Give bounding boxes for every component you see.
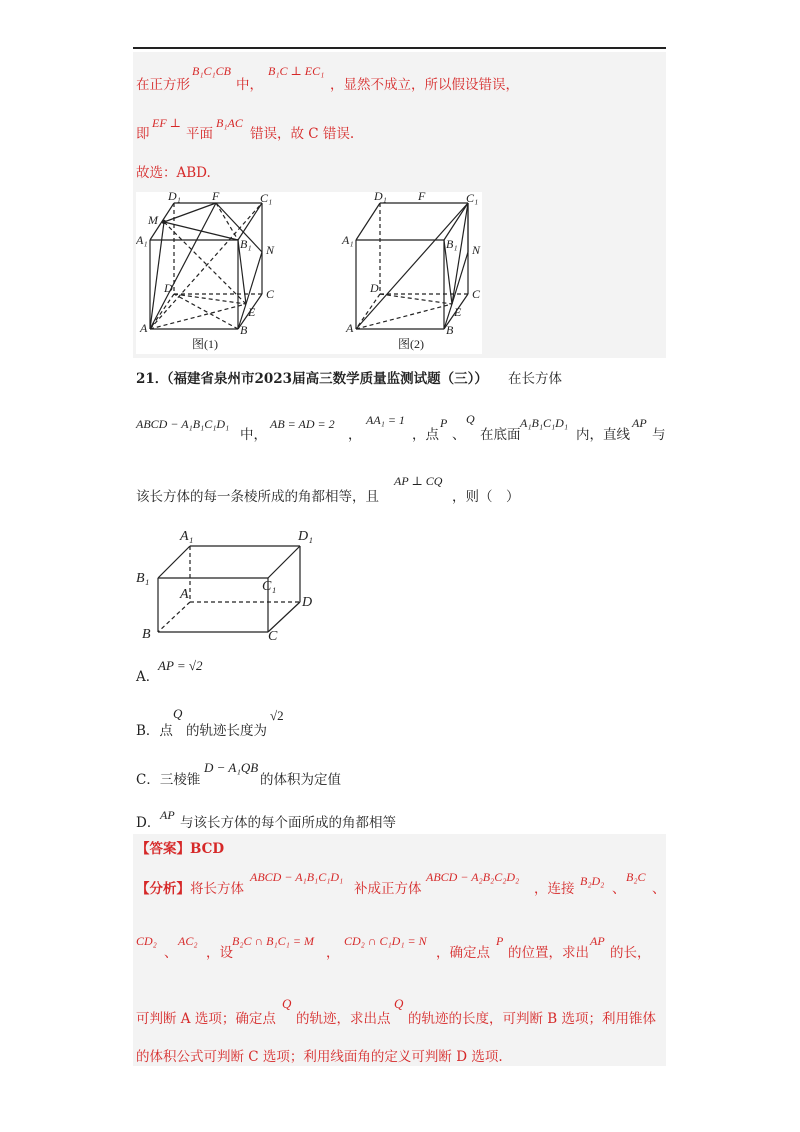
analysis-text: 补成正方体: [354, 881, 422, 897]
box-figure: [132, 526, 332, 646]
q-text: 、: [452, 427, 466, 443]
q-math: AP ⊥ CQ: [394, 474, 443, 488]
analysis-math: Q: [394, 996, 404, 1011]
prev-text: 错误，故 C 错误.: [250, 126, 355, 142]
q-text: 内，直线: [576, 427, 630, 443]
analysis-text: 的位置，求出: [508, 945, 589, 961]
q-text: 中，: [240, 427, 267, 443]
analysis-math: CD₂: [136, 934, 157, 948]
svg-text:A₁: A₁: [180, 529, 194, 544]
question-source: （福建省泉州市2023届高三数学质量监测试题（三））: [160, 371, 488, 387]
svg-text:D: D: [370, 281, 379, 295]
svg-text:C₁: C₁: [466, 192, 479, 205]
analysis-math: ABCD − A₂B₂C₂D₂: [426, 870, 520, 884]
q-math: AA₁ = 1: [366, 413, 405, 427]
q-math: A₁B₁C₁D₁: [520, 416, 569, 430]
prev-text: 中，: [236, 77, 263, 93]
fig2-caption: 图(2): [398, 337, 424, 351]
analysis-math: B₂C ∩ B₁C₁ = M: [232, 934, 314, 948]
svg-text:D₁: D₁: [298, 529, 313, 544]
svg-text:A: A: [140, 321, 148, 335]
svg-text:B: B: [142, 627, 151, 642]
svg-text:A: A: [346, 321, 354, 335]
svg-text:B₁: B₁: [240, 237, 252, 251]
svg-text:C₁: C₁: [260, 192, 273, 205]
q-text: ，: [348, 427, 362, 443]
q-text: 与: [652, 427, 666, 443]
analysis-text: 、: [164, 945, 178, 961]
option-a-math: AP = √2: [158, 658, 203, 673]
option-b-math: Q: [173, 706, 183, 721]
header-rule: [133, 47, 666, 49]
question-text: 在长方体: [508, 371, 562, 387]
q-text: ，点: [412, 427, 439, 443]
option-d-label: D．: [136, 815, 161, 831]
analysis-text: 、: [612, 881, 626, 897]
svg-text:N: N: [266, 243, 275, 257]
q-math: AB = AD = 2: [270, 417, 335, 431]
option-b-label: B．点: [136, 723, 173, 739]
figure-pair: [136, 192, 482, 354]
q-math: P: [440, 416, 448, 430]
svg-text:B₁: B₁: [446, 237, 458, 251]
svg-text:M: M: [148, 213, 158, 227]
svg-text:A₁: A₁: [342, 233, 354, 247]
q-text: 该长方体的每一条棱所成的角都相等，且: [136, 489, 379, 505]
option-d-math: AP: [160, 808, 175, 822]
option-c-tail: 的体积为定值: [260, 772, 341, 788]
analysis-math: P: [496, 934, 504, 948]
option-b-math2: √2: [270, 708, 284, 723]
prev-text: 在正方形: [136, 77, 190, 93]
analysis-math: AP: [590, 934, 605, 948]
analysis-math: Q: [282, 996, 292, 1011]
analysis-tag: 【分析】: [136, 881, 190, 897]
analysis-text: 将长方体: [190, 881, 244, 897]
q-text: ，则（ ）: [452, 489, 520, 505]
svg-text:D₁: D₁: [374, 192, 387, 203]
analysis-text: 、: [652, 881, 666, 897]
analysis-text: ，确定点: [436, 945, 490, 961]
svg-text:F: F: [418, 192, 426, 203]
svg-text:C: C: [472, 287, 481, 301]
option-a-label: A．: [136, 669, 160, 685]
analysis-math: AC₂: [178, 934, 198, 948]
prev-math: B₁C₁CB: [192, 64, 232, 78]
svg-text:N: N: [472, 243, 481, 257]
prev-text: ，显然不成立，所以假设错误，: [330, 77, 519, 93]
q-math: AP: [632, 416, 647, 430]
prev-math: B₁AC: [216, 116, 243, 130]
prev-answer: 故选：ABD.: [136, 165, 211, 181]
analysis-math: ABCD − A₁B₁C₁D₁: [250, 870, 344, 884]
prev-math: EF ⊥: [152, 116, 181, 130]
svg-text:C: C: [266, 287, 275, 301]
svg-text:C: C: [268, 629, 278, 644]
analysis-text: 的长，: [610, 945, 651, 961]
svg-text:E: E: [248, 305, 256, 319]
svg-text:D₁: D₁: [168, 192, 181, 203]
svg-text:E: E: [454, 305, 462, 319]
svg-text:B₁: B₁: [136, 571, 150, 586]
svg-text:D: D: [302, 595, 313, 610]
svg-text:B: B: [446, 323, 454, 337]
analysis-math: B₂C: [626, 870, 646, 884]
analysis-math: B₂D₂: [580, 874, 605, 888]
analysis-math: CD₂ ∩ C₁D₁ = N: [344, 934, 427, 948]
prev-text: 即: [136, 126, 150, 142]
analysis-text: 的体积公式可判断 C 选项；利用线面角的定义可判断 D 选项.: [136, 1049, 503, 1065]
prev-text: 平面: [186, 126, 213, 142]
svg-text:A₁: A₁: [136, 233, 148, 247]
svg-text:D: D: [164, 281, 173, 295]
q-math: Q: [466, 412, 475, 426]
analysis-text: 的轨迹，求出点: [296, 1011, 391, 1027]
analysis-text: 的轨迹的长度，可判断 B 选项；利用锥体: [408, 1011, 657, 1027]
analysis-text: ，设: [206, 945, 233, 961]
analysis-text: ，: [326, 945, 340, 961]
analysis-text: ，连接: [534, 881, 575, 897]
svg-text:A: A: [180, 587, 189, 602]
q-text: 在底面: [480, 427, 521, 443]
svg-text:F: F: [212, 192, 220, 203]
fig1-caption: 图(1): [192, 337, 218, 351]
option-b-tail: 的轨迹长度为: [186, 723, 267, 739]
q-math: ABCD − A₁B₁C₁D₁: [136, 417, 230, 431]
svg-text:C₁: C₁: [262, 579, 277, 594]
svg-text:B: B: [240, 323, 248, 337]
question-number: 21．: [136, 371, 169, 387]
option-c-label: C．三棱锥: [136, 772, 201, 788]
option-d-tail: 与该长方体的每个面所成的角都相等: [180, 815, 396, 831]
prev-math: B₁C ⊥ EC₁: [268, 64, 325, 78]
option-c-math: D − A₁QB: [204, 760, 259, 775]
answer-tag: 【答案】BCD: [136, 841, 225, 857]
analysis-text: 可判断 A 选项；确定点: [136, 1011, 276, 1027]
